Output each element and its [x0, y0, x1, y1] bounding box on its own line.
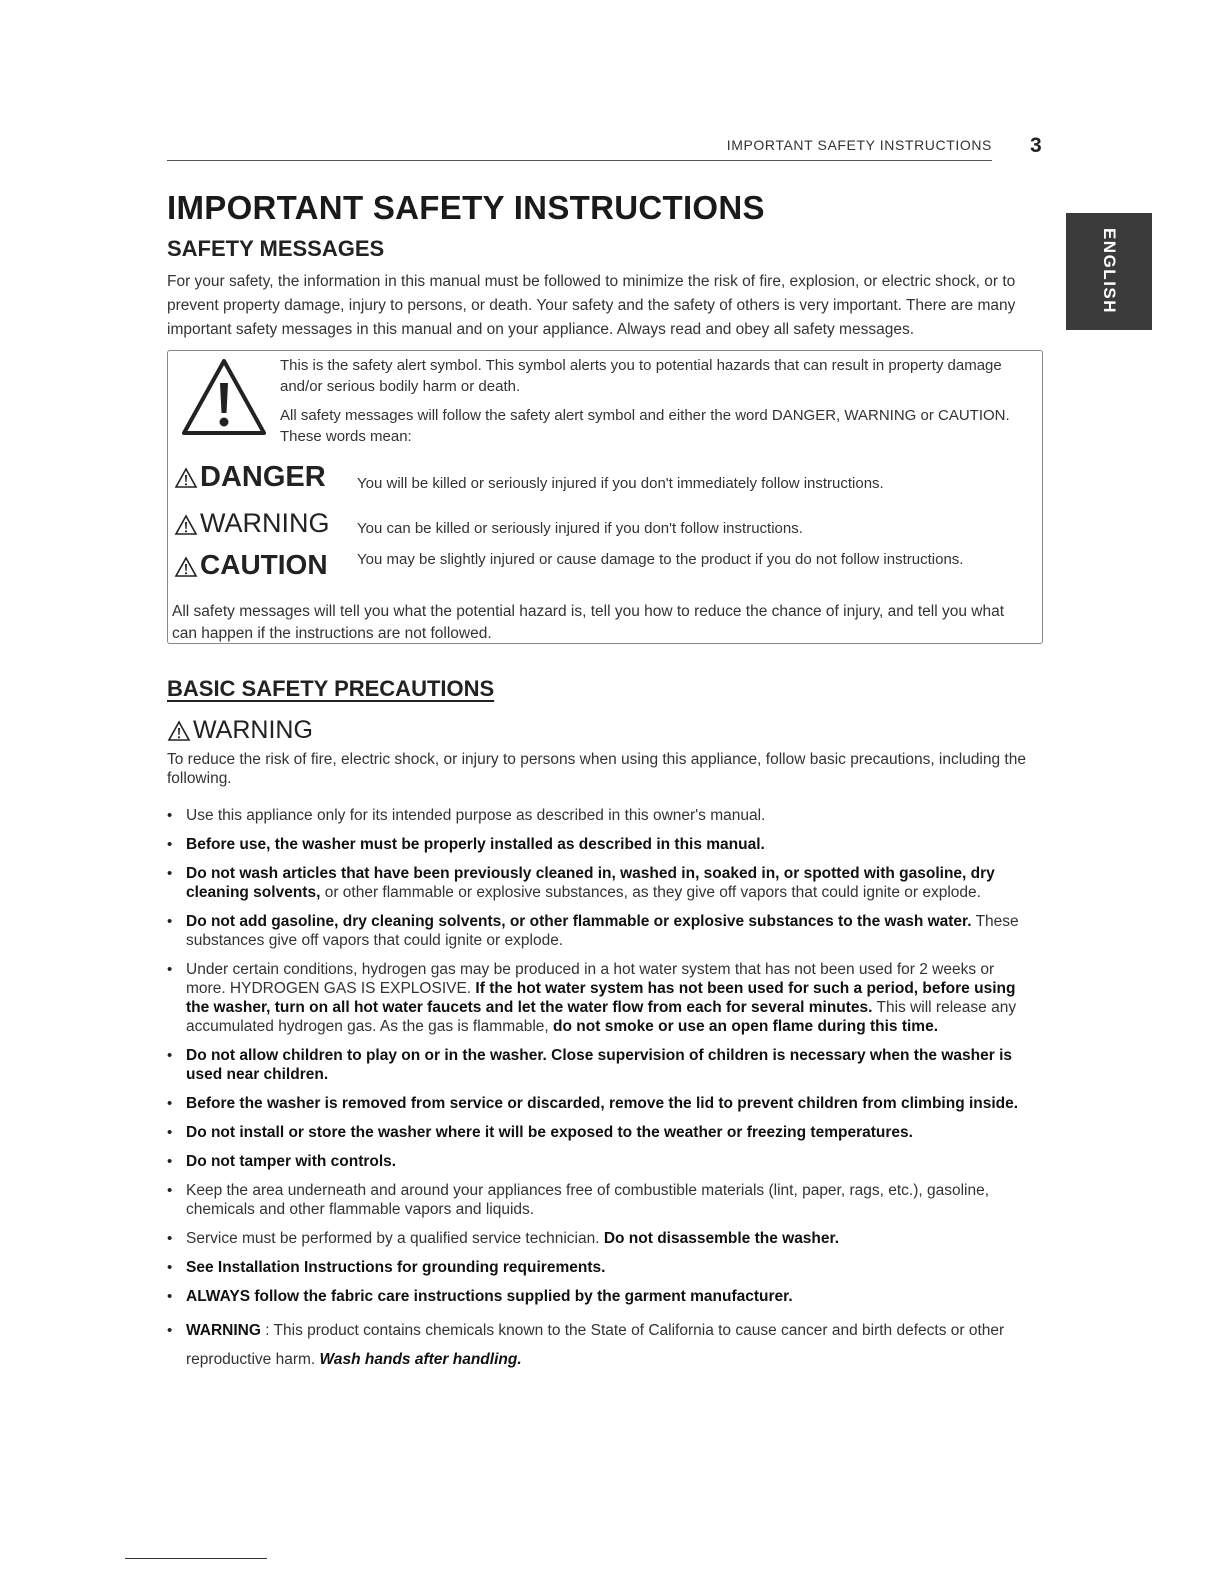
safety-messages-heading: SAFETY MESSAGES	[167, 236, 385, 261]
safety-alert-box	[167, 350, 1043, 644]
precaution-text: Keep the area underneath and around your appliances free of combustible materials (lint, paper, rags, etc.), gasoline, chemicals and other flammable vapors and liquids.	[186, 1182, 990, 1218]
signal-warning-meaning: You can be killed or seriously injured if you don't follow instructions.	[357, 520, 803, 537]
precaution-item	[167, 1152, 1037, 1171]
precaution-text: Under certain conditions, hydrogen gas may be produced in a hot water system that has not been used for 2 weeks or more. HYDROGEN GAS IS EXPLOSIVE.	[186, 961, 995, 997]
warning-alert-icon	[167, 720, 191, 742]
precaution-item	[167, 864, 1037, 902]
basic-safety-warning-word: WARNING	[193, 716, 313, 744]
precaution-text: Do not disassemble the washer.	[603, 1230, 840, 1247]
alert-box-footer: All safety messages will tell you what the potential hazard is, tell you how to reduce the chance of injury, and tell you what can happen if the instructions are not followed.	[172, 603, 1004, 642]
precaution-text: Do not add gasoline, dry cleaning solvents, or other flammable or explosive substances to the wash water.	[186, 913, 972, 930]
precaution-item	[167, 1287, 1037, 1306]
precaution-item	[167, 1258, 1037, 1277]
precaution-text: do not smoke or use an open flame during this time.	[553, 1018, 939, 1035]
signal-caution-word: CAUTION	[200, 549, 328, 580]
precaution-text: Do not wash articles that have been previously cleaned in, washed in, soaked in, or spotted with gasoline, dry cleaning solvents,	[186, 865, 995, 901]
page-number: 3	[1030, 134, 1042, 157]
precaution-text: or other flammable or explosive substances, as they give off vapors that could ignite or explode.	[320, 884, 981, 901]
warning-alert-icon	[174, 514, 198, 536]
precaution-text: Wash hands after handling.	[319, 1351, 522, 1368]
precautions-list	[167, 806, 1037, 1374]
signal-danger-word: DANGER	[200, 461, 326, 493]
precaution-text: Do not install or store the washer where it will be exposed to the weather or freezing temperatures.	[186, 1124, 913, 1141]
basic-safety-intro: To reduce the risk of fire, electric shock, or injury to persons when using this appliance, follow basic precautions, including the following.	[167, 751, 1026, 787]
signal-warning	[174, 508, 330, 539]
running-header-title: IMPORTANT SAFETY INSTRUCTIONS	[726, 137, 992, 153]
page-title: IMPORTANT SAFETY INSTRUCTIONS	[167, 189, 765, 226]
precaution-text: Before use, the washer must be properly installed as described in this manual.	[186, 836, 765, 853]
precaution-item	[167, 806, 1037, 825]
running-header	[167, 134, 992, 161]
alert-symbol-description: This is the safety alert symbol. This symbol alerts you to potential hazards that can result in property damage and/or serious bodily harm or death.	[280, 357, 1002, 395]
precaution-item	[167, 1123, 1037, 1142]
precaution-text: See Installation Instructions for grounding requirements.	[186, 1259, 606, 1276]
signal-danger-meaning: You will be killed or seriously injured if you don't immediately follow instructions.	[357, 475, 884, 492]
precaution-item	[167, 1094, 1037, 1113]
precaution-text: : This product contains chemicals known to the State of California to cause cancer and birth defects or other reproductive harm.	[186, 1322, 1005, 1368]
precaution-item	[167, 1046, 1037, 1084]
signal-warning-word: WARNING	[200, 508, 330, 538]
precaution-item	[167, 1316, 1037, 1374]
danger-alert-icon	[174, 467, 198, 489]
signal-danger	[174, 461, 326, 494]
precaution-text: Before the washer is removed from service or discarded, remove the lid to prevent children from climbing inside.	[186, 1095, 1019, 1112]
basic-safety-heading: BASIC SAFETY PRECAUTIONS	[167, 676, 495, 701]
page-content	[167, 188, 1042, 1384]
signal-caution-meaning: You may be slightly injured or cause damage to the product if you do not follow instructions.	[357, 551, 964, 568]
precaution-item	[167, 960, 1037, 1036]
precaution-text: Do not allow children to play on or in the washer. Close supervision of children is necessary when the washer is used near children.	[186, 1047, 1013, 1083]
signal-caution	[174, 549, 328, 581]
precaution-text: If the hot water system has not been used for such a period, before using the washer, turn on all hot water faucets and let the water flow from each for several minutes.	[186, 980, 1016, 1016]
precaution-text: WARNING	[186, 1322, 261, 1339]
precaution-text: These substances give off vapors that could ignite or explode.	[186, 913, 1019, 949]
precaution-item	[167, 835, 1037, 854]
precaution-item	[167, 912, 1037, 950]
safety-messages-intro: For your safety, the information in this manual must be followed to minimize the risk of fire, explosion, or electric shock, or to prevent property damage, injury to persons, or death. Your safety and the safety of others is very important. There are many important safety messages in this manual and on your appliance. Always read and obey all safety messages.	[167, 273, 1016, 338]
footnote-rule	[125, 1558, 267, 1559]
language-tab-label: ENGLISH	[1100, 227, 1119, 315]
precaution-text: Use this appliance only for its intended purpose as described in this owner's manual.	[186, 807, 766, 824]
precaution-text: Do not tamper with controls.	[186, 1153, 397, 1170]
precaution-text: Service must be performed by a qualified service technician.	[186, 1230, 604, 1247]
caution-alert-icon	[174, 556, 198, 578]
precaution-text: This will release any accumulated hydrogen gas. As the gas is flammable,	[186, 999, 1017, 1035]
precaution-item	[167, 1229, 1037, 1248]
language-tab	[1066, 213, 1152, 330]
precaution-text: ALWAYS follow the fabric care instructions supplied by the garment manufacturer.	[186, 1288, 793, 1305]
precaution-item	[167, 1181, 1037, 1219]
safety-alert-symbol-icon	[180, 357, 268, 437]
alert-signal-words-description: All safety messages will follow the safety alert symbol and either the word DANGER, WARNING or CAUTION. These words mean:	[280, 407, 1010, 445]
basic-safety-warning	[167, 714, 1042, 746]
